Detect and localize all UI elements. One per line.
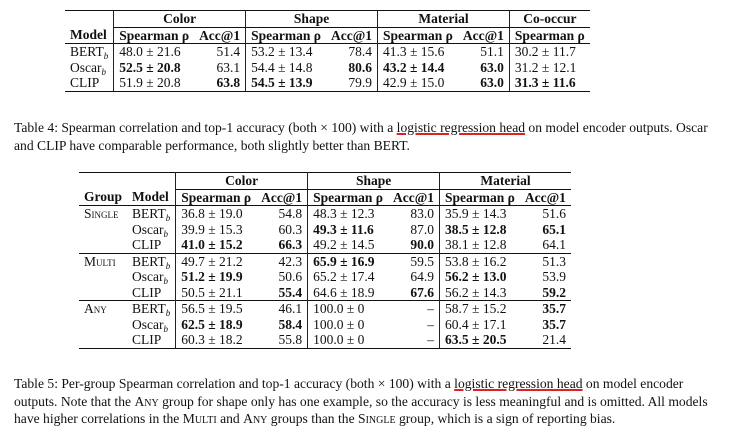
model-name-text: Oscar: [132, 221, 164, 237]
model-subscript: b: [163, 276, 168, 286]
table-cell: 63.0: [458, 60, 510, 76]
table-cell: 62.5 ± 18.9: [181, 316, 243, 332]
table-cell: 65.1: [542, 221, 566, 237]
caption-4-link: logistic regression head: [396, 120, 526, 135]
table-cell: –: [388, 332, 440, 348]
table-row: [65, 75, 590, 91]
table-cell: 42.9 ± 15.0: [378, 75, 458, 91]
table-row: [79, 332, 571, 348]
t5-col-model: Model: [127, 189, 176, 206]
table-row: [79, 206, 571, 222]
t5-col-acc: Acc@1: [256, 189, 308, 206]
t4-col-model: Model: [65, 27, 114, 44]
table-cell: 52.5 ± 20.8: [119, 59, 181, 75]
table-cell: 87.0: [388, 222, 440, 238]
t4-col-acc: Acc@1: [458, 27, 510, 44]
t5-col-group: Group: [84, 189, 123, 205]
caption-5-any: Any: [243, 411, 268, 426]
t5-col-spearman: Spearman ρ: [445, 189, 515, 205]
table-cell: 66.3: [256, 237, 308, 253]
model-name: [127, 332, 176, 348]
model-name-text: BERT: [132, 206, 166, 221]
t5-col-acc: Acc@1: [388, 189, 440, 206]
t4-header-material: Material: [378, 11, 510, 28]
table-row: [79, 317, 571, 333]
table-4: [65, 10, 590, 92]
table-cell: 63.5 ± 20.5: [440, 332, 520, 348]
group-name-empty: [79, 237, 127, 253]
table-cell: 54.5 ± 13.9: [246, 75, 326, 91]
group-name-empty: [79, 285, 127, 301]
table-cell: 60.4 ± 17.1: [445, 316, 507, 332]
caption-5-text-e: groups than the: [267, 411, 359, 426]
t5-header-material: Material: [440, 173, 571, 190]
table-cell: 42.3: [256, 253, 308, 269]
table-cell: 54.8: [256, 206, 308, 222]
table-cell: 55.4: [256, 285, 308, 301]
model-name-text: BERT: [132, 253, 166, 269]
table-cell: 30.2 ± 11.7: [509, 44, 589, 60]
table-row: [79, 237, 571, 253]
table-cell: 65.9 ± 16.9: [308, 253, 388, 269]
table-row: [65, 60, 590, 76]
table-cell: 64.9: [388, 269, 440, 285]
table-cell: 48.0 ± 21.6: [114, 44, 194, 60]
table-cell: 53.8 ± 16.2: [440, 253, 520, 269]
table-cell: 21.4: [520, 332, 571, 348]
table-cell: 51.1: [458, 44, 510, 60]
table-cell: 63.8: [194, 75, 246, 91]
caption-5-single: Single: [358, 411, 396, 426]
group-name: Single: [79, 206, 127, 222]
group-name-empty: [79, 269, 127, 285]
model-name: [65, 75, 114, 91]
table-cell: 36.8 ± 19.0: [176, 206, 256, 222]
model-name: [127, 317, 176, 333]
t4-col-acc: Acc@1: [326, 27, 378, 44]
table-cell: 31.3 ± 11.6: [509, 75, 589, 91]
table-row: [79, 222, 571, 238]
group-name-empty: [79, 332, 127, 348]
table-4-caption: [14, 119, 724, 154]
table-cell: 83.0: [388, 206, 440, 222]
model-subscript: b: [165, 213, 171, 223]
t4-col-spearman: Spearman ρ: [251, 27, 321, 43]
table-cell: 51.2 ± 19.9: [181, 269, 243, 284]
t4-col-spearman: Spearman ρ: [119, 27, 190, 43]
model-name-text: Oscar: [132, 269, 164, 284]
model-name: [65, 44, 114, 60]
caption-5-text-c: group for shape only has one example, so the accuracy is less meaningful and is omitted. All models have higher correlations in the: [14, 393, 708, 426]
table-5: [79, 172, 571, 349]
table-cell: 51.9 ± 20.8: [114, 75, 194, 91]
table-cell: 51.4: [194, 44, 246, 60]
model-name: [127, 253, 176, 269]
table-row: [79, 269, 571, 285]
group-name: Multi: [79, 253, 127, 269]
table-cell: 43.2 ± 14.4: [383, 59, 445, 75]
model-name: [127, 285, 176, 301]
caption-5-multi: Multi: [182, 411, 217, 426]
table-cell: 59.2: [542, 284, 566, 300]
table-cell: 60.3: [256, 222, 308, 238]
table-row: [79, 285, 571, 301]
t5-col-spearman: Spearman ρ: [181, 189, 252, 205]
group-name: Any: [79, 301, 127, 317]
table-row: [79, 301, 571, 317]
table-cell: 50.5 ± 21.1: [181, 284, 243, 300]
t4-col-spearman: Spearman ρ: [514, 27, 585, 43]
model-name: [127, 222, 176, 238]
model-name-text: CLIP: [132, 332, 162, 347]
table-cell: 35.7: [542, 316, 566, 332]
table-cell: 100.0 ± 0: [308, 301, 388, 317]
model-name-text: CLIP: [70, 75, 100, 90]
caption-5-text-a: Table 5: Per-group Spearman correlation and top-1 accuracy (both × 100) with a: [14, 376, 455, 391]
model-name-text: BERT: [132, 301, 166, 316]
model-name: [65, 60, 114, 76]
group-name-empty: [79, 222, 127, 238]
model-subscript: b: [165, 260, 171, 271]
table-cell: 63.1: [194, 60, 246, 76]
model-name-text: BERT: [70, 44, 104, 59]
table-cell: 35.7: [520, 301, 571, 317]
table-cell: 79.9: [326, 75, 378, 91]
model-name-text: Oscar: [132, 316, 164, 332]
model-name: [127, 237, 176, 253]
table-cell: 50.6: [256, 269, 308, 285]
model-name-text: Oscar: [70, 59, 102, 75]
table-cell: 38.5 ± 12.8: [445, 221, 507, 237]
table-cell: 49.2 ± 14.5: [313, 237, 375, 252]
table-row: [79, 253, 571, 269]
t4-col-spearman: Spearman ρ: [383, 27, 453, 43]
caption-5-text-d: and: [216, 411, 244, 426]
model-subscript: b: [163, 228, 168, 239]
model-name: [127, 269, 176, 285]
model-name-text: CLIP: [132, 237, 162, 252]
table-cell: 31.2 ± 12.1: [514, 59, 577, 75]
table-cell: 78.4: [326, 44, 378, 60]
model-subscript: b: [101, 66, 106, 77]
table-5-caption: [14, 375, 730, 428]
t5-header-shape: Shape: [308, 173, 440, 190]
table-row: [65, 44, 590, 60]
model-subscript: b: [163, 323, 168, 334]
table-cell: 58.4: [256, 317, 308, 333]
table-cell: 54.4 ± 14.8: [251, 59, 313, 75]
table-cell: 67.6: [388, 285, 440, 301]
table-cell: 41.3 ± 15.6: [378, 44, 458, 60]
table-cell: 48.3 ± 12.3: [308, 206, 388, 222]
caption-5-link: logistic regression head: [454, 376, 583, 391]
t5-col-spearman: Spearman ρ: [313, 189, 383, 205]
table-cell: 53.2 ± 13.4: [246, 44, 326, 60]
table-cell: 59.5: [388, 253, 440, 269]
model-name-text: CLIP: [132, 284, 162, 300]
table-cell: 35.9 ± 14.3: [440, 206, 520, 222]
t4-header-shape: Shape: [246, 11, 378, 28]
table-cell: 51.3: [520, 253, 571, 269]
t4-header-color: Color: [114, 11, 246, 28]
table-cell: 39.9 ± 15.3: [181, 221, 243, 237]
table-cell: 100.0 ± 0: [308, 332, 388, 348]
table-cell: 58.7 ± 15.2: [440, 301, 520, 317]
table-cell: 51.6: [520, 206, 571, 222]
model-name: [127, 206, 176, 222]
t4-header-cooccur: Co-occur: [509, 11, 589, 28]
t5-col-acc: Acc@1: [524, 189, 566, 205]
table-cell: 60.3 ± 18.2: [176, 332, 256, 348]
table-cell: 38.1 ± 12.8: [445, 237, 507, 252]
caption-5-any: Any: [134, 393, 159, 409]
caption-4-text-a: Table 4: Spearman correlation and top-1 accuracy (both × 100) with a: [14, 120, 397, 135]
table-cell: 63.0: [458, 75, 510, 91]
table-cell: 100.0 ± 0: [313, 316, 365, 332]
t4-body: [65, 44, 590, 92]
group-name-empty: [79, 317, 127, 333]
t4-col-acc: Acc@1: [194, 27, 246, 44]
table-cell: –: [388, 301, 440, 317]
t5-header-color: Color: [176, 173, 308, 190]
table-cell: 49.3 ± 11.6: [313, 221, 374, 237]
table-cell: 53.9: [542, 269, 566, 284]
table-cell: 56.5 ± 19.5: [176, 301, 256, 317]
table-cell: 64.6 ± 18.9: [313, 284, 375, 300]
table-cell: 90.0: [388, 237, 440, 253]
table-cell: 64.1: [542, 237, 566, 252]
model-subscript: b: [165, 308, 171, 318]
caption-5-text-b: on model encoder outputs. Note that the: [14, 376, 684, 409]
table-cell: 41.0 ± 15.2: [181, 237, 243, 252]
model-subscript: b: [103, 51, 109, 61]
table-cell: 56.2 ± 14.3: [445, 284, 507, 300]
t5-body: [79, 206, 571, 349]
table-cell: 55.8: [256, 332, 308, 348]
table-cell: –: [388, 317, 440, 333]
caption-5-text-f: group, which is a sign of reporting bias.: [395, 411, 616, 426]
table-cell: 65.2 ± 17.4: [313, 269, 375, 284]
table-cell: 56.2 ± 13.0: [445, 269, 507, 284]
caption-4-text-b: on model encoder outputs. Oscar and CLIP have comparable performance, both slightly better than BERT.: [14, 120, 708, 153]
table-cell: 49.7 ± 21.2: [176, 253, 256, 269]
model-name: [127, 301, 176, 317]
table-cell: 80.6: [326, 60, 378, 76]
table-cell: 46.1: [256, 301, 308, 317]
